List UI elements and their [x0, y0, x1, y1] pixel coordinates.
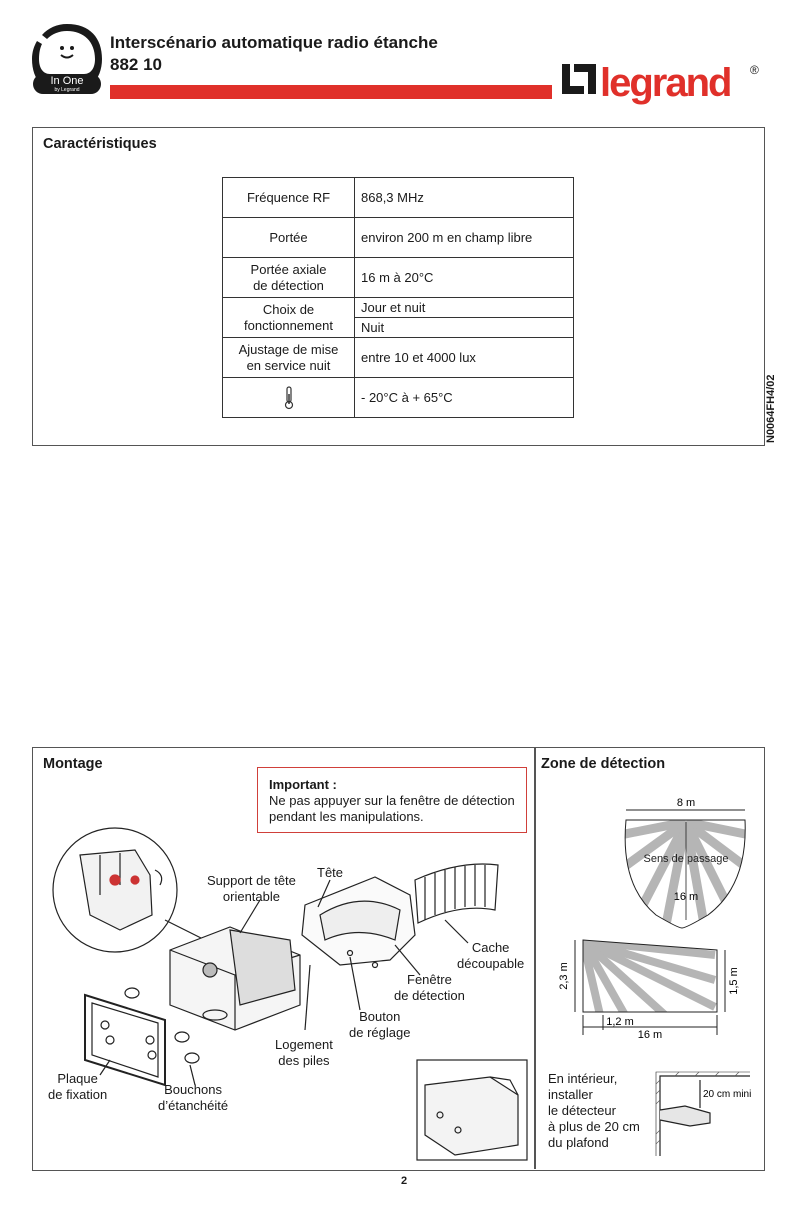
label-cache: Cache découpable: [457, 940, 525, 971]
product-reference: 882 10: [110, 55, 162, 74]
important-title: Important :: [269, 777, 337, 792]
thermometer-icon: [283, 386, 295, 410]
spec-table: [222, 177, 574, 418]
label-bouchons: Bouchons d’étanchéité: [158, 1082, 229, 1113]
indoor-instructions: En intérieur, installer le détecteur à plus de 20 cm du plafond: [548, 1071, 640, 1150]
characteristics-title: Caractéristiques: [43, 136, 157, 152]
in-one-logo: [30, 22, 104, 96]
spec-label: Ajustage de mise en service nuit: [223, 338, 355, 378]
side-height-right: 1,5 m: [728, 967, 740, 995]
label-fenetre: Fenêtre de détection: [394, 972, 465, 1003]
spec-value: 868,3 MHz: [355, 178, 574, 218]
zone-title: Zone de détection: [541, 756, 666, 772]
detection-top-view: [540, 790, 760, 940]
spec-value: entre 10 et 4000 lux: [355, 338, 574, 378]
legrand-logo: [560, 58, 760, 112]
label-plaque: Plaque de fixation: [48, 1071, 108, 1102]
top-range-label: 16 m: [673, 891, 699, 903]
spec-value: 16 m à 20°C: [355, 258, 574, 298]
table-row: [223, 218, 574, 258]
detection-side-view: [545, 935, 755, 1045]
top-width-label: 8 m: [676, 797, 696, 809]
spec-label: Fréquence RF: [223, 178, 355, 218]
table-row: [223, 338, 574, 378]
label-support: Support de tête orientable: [207, 873, 296, 904]
spec-label: Portée: [223, 218, 355, 258]
page-title: Interscénario automatique radio étanche: [110, 33, 438, 52]
spec-value: environ 200 m en champ libre: [355, 218, 574, 258]
table-row: [223, 378, 574, 418]
choice-day-night: Jour et nuit: [355, 298, 573, 318]
choice-night: Nuit: [361, 320, 385, 335]
table-row: [223, 258, 574, 298]
label-tete: Tête: [317, 865, 344, 880]
spec-value-choice: [355, 298, 574, 338]
logo-line1: In One: [50, 75, 84, 87]
important-text: Ne pas appuyer sur la fenêtre de détection pendant les manipulations.: [269, 793, 515, 824]
label-bouton: Bouton de réglage: [349, 1009, 411, 1040]
logo-line2: by Legrand: [54, 87, 80, 93]
registered-mark: ®: [750, 63, 759, 77]
spec-label: Portée axiale de détection: [223, 258, 355, 298]
passage-label: Sens de passage: [643, 853, 729, 865]
side-range-label: 16 m: [637, 1029, 663, 1041]
brand-name: legrand: [600, 61, 731, 105]
montage-title: Montage: [43, 756, 103, 772]
ceiling-diagram: [655, 1068, 755, 1158]
header-red-bar: [110, 85, 552, 99]
ceiling-gap-label: 20 cm mini: [703, 1089, 752, 1100]
table-row: [223, 298, 574, 338]
document-code: N0064FH4/02: [765, 374, 777, 443]
spec-label-icon: [223, 378, 355, 418]
side-height-left: 2,3 m: [558, 962, 570, 990]
section-divider: [534, 748, 536, 1169]
spec-value: - 20°C à + 65°C: [355, 378, 574, 418]
page-number: 2: [400, 1175, 408, 1187]
spec-label: Choix de fonctionnement: [223, 298, 355, 338]
table-row: [223, 178, 574, 218]
label-logement: Logement des piles: [275, 1037, 333, 1068]
side-near-label: 1,2 m: [606, 1016, 634, 1028]
